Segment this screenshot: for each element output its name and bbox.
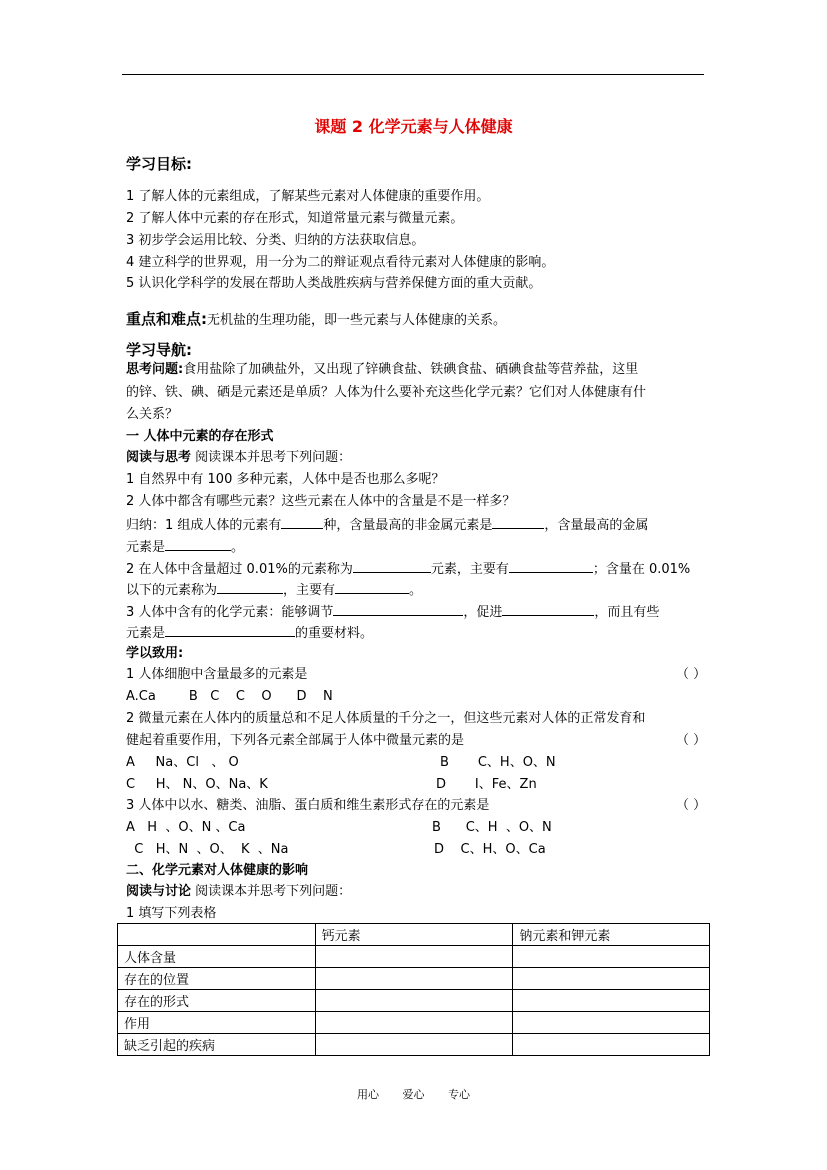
fill-blank[interactable]	[492, 515, 544, 529]
goal-item: 3 初步学会运用比较、分类、归纳的方法获取信息。	[126, 233, 425, 248]
section1-heading: 一 人体中元素的存在形式	[126, 429, 274, 444]
table-row	[118, 968, 710, 990]
fill-blank[interactable]	[281, 515, 323, 529]
apply-heading: 学以致用:	[126, 646, 184, 661]
question-2: 2 人体中都含有哪些元素？这些元素在人体中的含量是不是一样多？	[126, 494, 516, 509]
table-header-cell: 钙元素	[315, 924, 513, 946]
think-text: 的锌、铁、碘、硒是元素还是单质？人体为什么要补充这些化学元素？它们对人体健康有什	[126, 385, 647, 400]
summary-line-5: 3 人体中含有的化学元素：能够调节 ，促进 ，而且有些	[126, 602, 659, 622]
table-cell[interactable]	[513, 1034, 710, 1056]
mc-option-a: A Na、Cl 、 O	[126, 755, 239, 770]
mc-option-b: B C、H 、O、N	[432, 820, 552, 835]
table-header-row	[118, 924, 710, 946]
fill-blank[interactable]	[333, 602, 463, 616]
table-cell[interactable]	[315, 1034, 513, 1056]
table-intro: 1 填写下列表格	[126, 906, 217, 921]
mc-options: A.Ca B C C O D N	[126, 689, 333, 704]
mc-option-d: D C、H、O、Ca	[434, 842, 546, 857]
think-text: 食用盐除了加碘盐外，又出现了锌碘食盐、铁碘食盐、硒碘食盐等营养盐，这里	[183, 362, 639, 377]
table-cell[interactable]	[315, 946, 513, 968]
key-points-line	[126, 310, 506, 330]
fill-blank[interactable]	[165, 537, 231, 551]
fill-blank[interactable]	[165, 623, 295, 637]
mc-question-2: 2 微量元素在人体内的质量总和不足人体质量的千分之一，但这些元素对人体的正常发育和	[126, 711, 646, 726]
table-row	[118, 946, 710, 968]
summary-line-4: 以下的元素称为 ，主要有 。	[126, 580, 422, 600]
goal-item: 1 了解人体的元素组成，了解某些元素对人体健康的重要作用。	[126, 189, 490, 204]
read-think-text: 阅读课本并思考下列问题：	[191, 450, 352, 465]
goal-item: 2 了解人体中元素的存在形式，知道常量元素与微量元素。	[126, 211, 464, 226]
table-row-label: 缺乏引起的疾病	[118, 1034, 316, 1056]
table-cell[interactable]	[513, 1012, 710, 1034]
answer-paren[interactable]: （ ）	[676, 667, 707, 682]
table-cell[interactable]	[513, 946, 710, 968]
mc-question-2-cont: 健起着重要作用，下列各元素全部属于人体中微量元素的是	[126, 733, 465, 748]
table-row	[118, 1012, 710, 1034]
read-discuss-text: 阅读课本并思考下列问题：	[191, 884, 352, 899]
read-discuss-line	[126, 883, 351, 901]
key-points-label: 重点和难点:	[126, 310, 207, 328]
mc-option-c: C H、 N、O、Na、K	[126, 777, 268, 792]
table-row-label: 人体含量	[118, 946, 316, 968]
goal-item: 5 认识化学科学的发展在帮助人类战胜疾病与营养保健方面的重大贡献。	[126, 276, 542, 291]
table-cell[interactable]	[315, 1012, 513, 1034]
mc-option-d: D I、Fe、Zn	[436, 777, 537, 792]
summary-line-3: 2 在人体中含量超过 0.01%的元素称为 元素，主要有 ；含量在 0.01%	[126, 559, 690, 579]
table-header-cell	[118, 924, 316, 946]
table-row	[118, 990, 710, 1012]
mc-option-b: B C、H、O、N	[440, 755, 556, 770]
summary-line-2: 元素是 。	[126, 537, 244, 557]
guide-heading: 学习导航:	[126, 341, 192, 359]
page-footer: 用心 爱心 专心	[357, 1088, 470, 1101]
table-row-label: 作用	[118, 1012, 316, 1034]
table-row	[118, 1034, 710, 1056]
goal-item: 4 建立科学的世界观，用一分为二的辩证观点看待元素对人体健康的影响。	[126, 255, 555, 270]
fill-blank[interactable]	[509, 559, 593, 573]
key-points-text: 无机盐的生理功能，即一些元素与人体健康的关系。	[207, 313, 507, 328]
section2-heading: 二、化学元素对人体健康的影响	[126, 863, 309, 878]
mc-question-1: 1 人体细胞中含量最多的元素是	[126, 667, 308, 682]
table-cell[interactable]	[315, 990, 513, 1012]
read-think-label: 阅读与思考	[126, 450, 192, 465]
fill-blank[interactable]	[353, 559, 431, 573]
page-title: 课题 2 化学元素与人体健康	[314, 117, 513, 136]
table-header-cell: 钠元素和钾元素	[513, 924, 710, 946]
mc-option-a: A H 、O、N 、Ca	[126, 820, 246, 835]
table-row-label: 存在的位置	[118, 968, 316, 990]
read-discuss-label: 阅读与讨论	[126, 884, 192, 899]
goals-heading: 学习目标:	[126, 155, 192, 173]
element-table	[117, 923, 710, 1056]
answer-paren[interactable]: （ ）	[676, 733, 707, 748]
summary-line-1: 归纳：1 组成人体的元素有 种，含量最高的非金属元素是 ，含量最高的金属	[126, 515, 648, 535]
table-cell[interactable]	[513, 968, 710, 990]
fill-blank[interactable]	[335, 580, 409, 594]
think-text: 么关系？	[126, 407, 179, 422]
fill-blank[interactable]	[217, 580, 283, 594]
table-cell[interactable]	[315, 968, 513, 990]
table-cell[interactable]	[513, 990, 710, 1012]
think-label: 思考问题:	[126, 362, 184, 377]
mc-option-c: C H、N 、O、 K 、Na	[126, 842, 289, 857]
table-row-label: 存在的形式	[118, 990, 316, 1012]
answer-paren[interactable]: （ ）	[676, 798, 707, 813]
question-1: 1 自然界中有 100 多种元素，人体中是否也那么多呢？	[126, 472, 445, 487]
think-question-line	[126, 361, 638, 379]
fill-blank[interactable]	[502, 602, 594, 616]
read-think-line	[126, 449, 351, 467]
summary-line-6: 元素是 的重要材料。	[126, 623, 373, 643]
mc-question-3: 3 人体中以水、糖类、油脂、蛋白质和维生素形式存在的元素是	[126, 798, 490, 813]
header-rule	[122, 74, 704, 75]
